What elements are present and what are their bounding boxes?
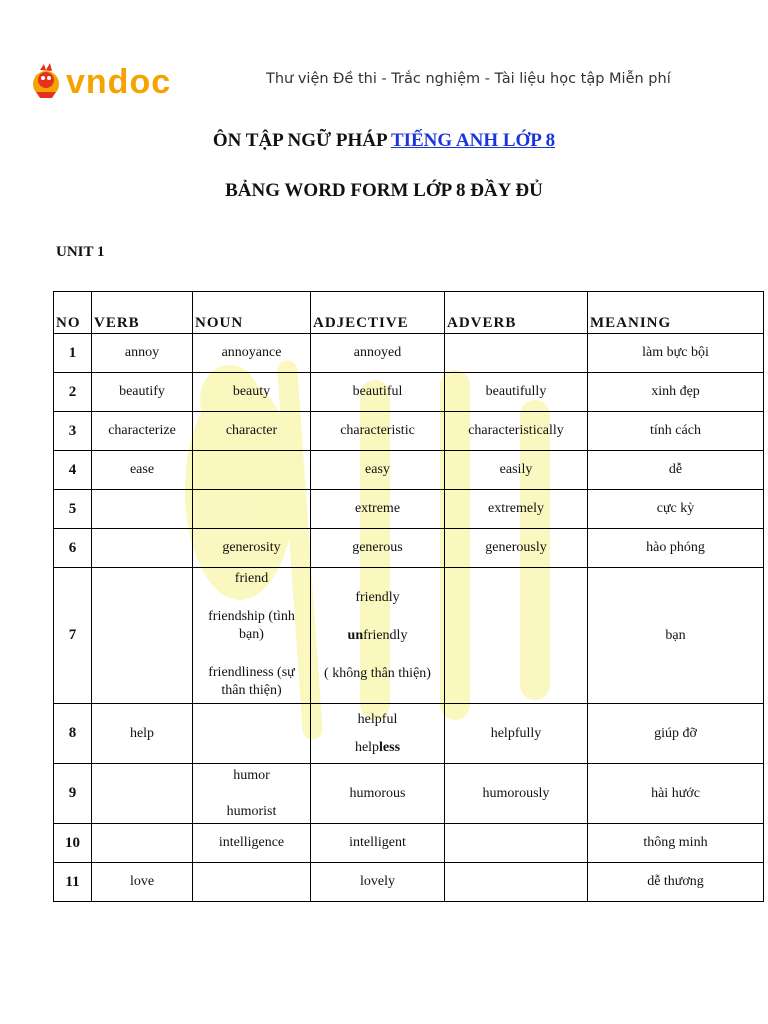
cell-meaning: tính cách: [588, 412, 764, 451]
page-title: [0, 130, 768, 152]
cell-no: 6: [54, 529, 92, 568]
cell-adverb: [445, 863, 588, 902]
cell-adverb: humorously: [445, 764, 588, 824]
header-meaning: MEANING: [588, 292, 764, 334]
cell-adjective: characteristic: [311, 412, 445, 451]
adj-line: [313, 627, 442, 645]
header-adverb: ADVERB: [445, 292, 588, 334]
noun-line: bạn): [239, 627, 264, 642]
cell-noun: [193, 490, 311, 529]
table-row: [54, 764, 764, 824]
cell-adjective: [311, 568, 445, 704]
cell-adverb: characteristically: [445, 412, 588, 451]
adj-line: ( không thân thiện): [324, 665, 431, 681]
cell-verb: help: [92, 704, 193, 764]
cell-adjective: generous: [311, 529, 445, 568]
page-header: [0, 0, 768, 110]
cell-verb: love: [92, 863, 193, 902]
cell-adverb: easily: [445, 451, 588, 490]
cell-adverb: beautifully: [445, 373, 588, 412]
cell-adverb: helpfully: [445, 704, 588, 764]
cell-verb: [92, 824, 193, 863]
noun-line: friendliness (sự: [208, 665, 295, 680]
adj-line: helpful: [357, 711, 398, 727]
cell-verb: beautify: [92, 373, 193, 412]
cell-adjective: [311, 704, 445, 764]
cell-verb: annoy: [92, 334, 193, 373]
adj-line: friendly: [355, 589, 400, 605]
cell-adverb: [445, 568, 588, 704]
cell-meaning: dễ: [588, 451, 764, 490]
noun-line: thân thiện): [221, 683, 282, 698]
cell-no: 3: [54, 412, 92, 451]
table-row: [54, 824, 764, 863]
header-verb: VERB: [92, 292, 193, 334]
cell-noun: [193, 863, 311, 902]
cell-no: 8: [54, 704, 92, 764]
cell-meaning: thông minh: [588, 824, 764, 863]
suffix-less: less: [379, 739, 401, 755]
table-row: [54, 490, 764, 529]
cell-noun: beauty: [193, 373, 311, 412]
table-row: [54, 704, 764, 764]
cell-no: 10: [54, 824, 92, 863]
noun-line: humor: [233, 767, 270, 783]
cell-meaning: giúp đỡ: [588, 704, 764, 764]
table-row: [54, 863, 764, 902]
title-prefix: ÔN TẬP NGỮ PHÁP: [212, 130, 391, 151]
adj-line: [313, 739, 442, 757]
cell-noun: [193, 704, 311, 764]
header-noun: NOUN: [193, 292, 311, 334]
cell-verb: [92, 764, 193, 824]
cell-meaning: hào phóng: [588, 529, 764, 568]
header-no: NO: [54, 292, 92, 334]
cell-meaning: làm bực bội: [588, 334, 764, 373]
page-subtitle: BẢNG WORD FORM LỚP 8 ĐẦY ĐỦ: [225, 180, 543, 201]
cell-verb: [92, 529, 193, 568]
title-link[interactable]: TIẾNG ANH LỚP 8: [390, 130, 556, 151]
table-row: [54, 373, 764, 412]
cell-verb: characterize: [92, 412, 193, 451]
table-header-row: [54, 292, 764, 334]
cell-noun: [193, 568, 311, 704]
table-row: [54, 568, 764, 704]
cell-meaning: hài hước: [588, 764, 764, 824]
cell-meaning: cực kỳ: [588, 490, 764, 529]
cell-adjective: annoyed: [311, 334, 445, 373]
cell-adjective: lovely: [311, 863, 445, 902]
word-form-table: [53, 291, 764, 902]
cell-noun: [193, 451, 311, 490]
cell-adjective: easy: [311, 451, 445, 490]
cell-adverb: [445, 334, 588, 373]
table-row: [54, 412, 764, 451]
cell-adverb: extremely: [445, 490, 588, 529]
vndoc-logo-text: vndoc: [66, 63, 172, 101]
cell-adverb: generously: [445, 529, 588, 568]
cell-no: 1: [54, 334, 92, 373]
adj-root: friendly: [363, 627, 408, 643]
table-row: [54, 529, 764, 568]
cell-meaning: xinh đẹp: [588, 373, 764, 412]
cell-noun: character: [193, 412, 311, 451]
noun-line: friend: [234, 571, 269, 586]
cell-noun: intelligence: [193, 824, 311, 863]
noun-line: friendship (tình: [208, 609, 295, 624]
cell-adjective: intelligent: [311, 824, 445, 863]
cell-adjective: humorous: [311, 764, 445, 824]
cell-verb: [92, 490, 193, 529]
cell-adjective: beautiful: [311, 373, 445, 412]
cell-adjective: extreme: [311, 490, 445, 529]
adj-root: help: [354, 739, 380, 755]
cell-verb: ease: [92, 451, 193, 490]
cell-no: 2: [54, 373, 92, 412]
cell-noun: [193, 764, 311, 824]
cell-no: 4: [54, 451, 92, 490]
cell-no: 11: [54, 863, 92, 902]
unit-heading: UNIT 1: [56, 244, 105, 260]
cell-verb: [92, 568, 193, 704]
header-adjective: ADJECTIVE: [311, 292, 445, 334]
cell-noun: annoyance: [193, 334, 311, 373]
noun-line: humorist: [226, 803, 277, 819]
cell-no: 9: [54, 764, 92, 824]
header-tagline: Thư viện Đề thi - Trắc nghiệm - Tài liệu học tập Miễn phí: [266, 71, 671, 87]
cell-no: 7: [54, 568, 92, 704]
prefix-un: un: [347, 627, 364, 643]
cell-no: 5: [54, 490, 92, 529]
table-row: [54, 334, 764, 373]
cell-meaning: dễ thương: [588, 863, 764, 902]
cell-adverb: [445, 824, 588, 863]
cell-noun: generosity: [193, 529, 311, 568]
table-row: [54, 451, 764, 490]
cell-meaning: bạn: [588, 568, 764, 704]
